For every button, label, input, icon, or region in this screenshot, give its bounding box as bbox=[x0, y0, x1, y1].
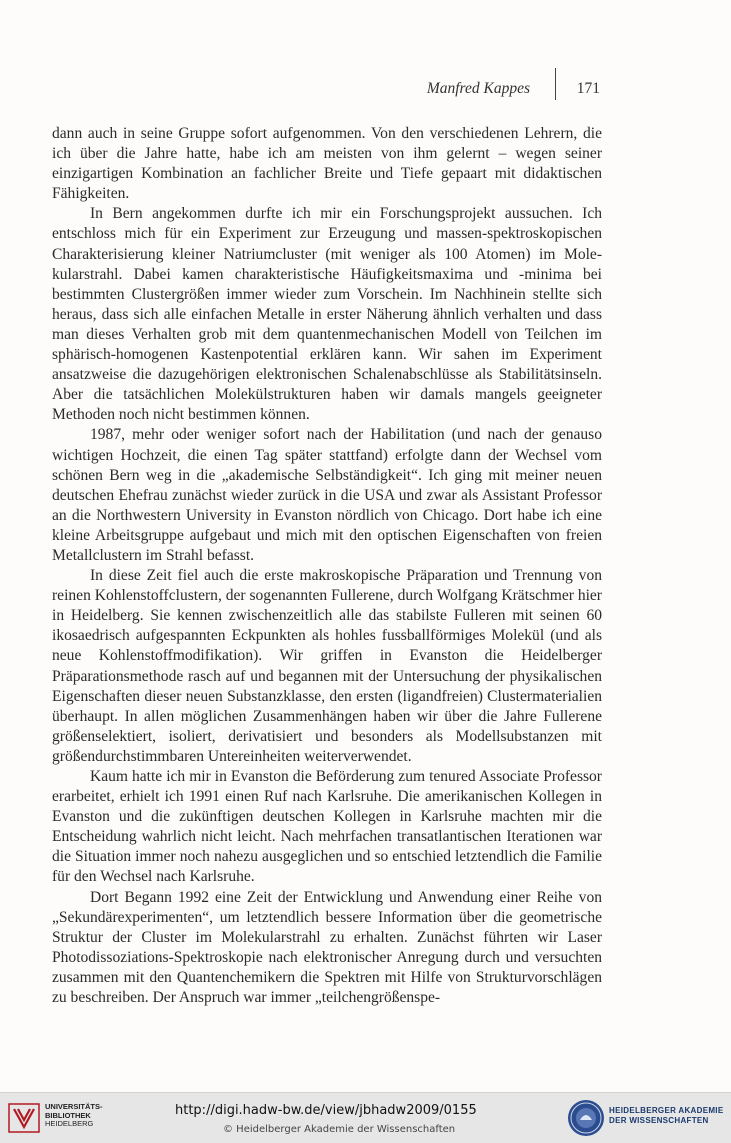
paragraph-5: Kaum hatte ich mir in Evanston die Beförderung zum tenured Associate Professor erarbeitet, erhielt ich 1991 einen Ruf nach Karlsruhe. Die amerikanischen Kollegen in Evanston und die zukünftigen deutschen Kollegen in Karlsruhe machten mir die Entscheidung wahrlich nicht leicht. Nach mehrfachen transatlantischen Iterationen war die Situation immer noch nahezu ausgeglichen und so entschied letztendlich die Familie für den Wechsel nach Karlsruhe. bbox=[52, 768, 602, 886]
viewer-footer bbox=[0, 1092, 731, 1143]
page-number: 171 bbox=[576, 80, 600, 97]
academy-line-2: DER WISSENSCHAFTEN bbox=[609, 1116, 709, 1125]
body-text bbox=[52, 124, 602, 1008]
university-library-logo-icon[interactable] bbox=[8, 1101, 40, 1135]
library-line-1: UNIVERSITÄTS- bbox=[45, 1102, 103, 1111]
copyright-notice: © Heidelberger Akademie der Wissenschaften bbox=[223, 1124, 456, 1135]
academy-line-1: HEIDELBERGER AKADEMIE bbox=[609, 1106, 724, 1115]
library-line-2: BIBLIOTHEK bbox=[45, 1110, 91, 1120]
paragraph-2: In Bern angekommen durfte ich mir ein Forschungsprojekt aussuchen. Ich entschloss mich für ein Experiment zur Erzeugung und massen-spektroskopischen Charakterisierung kleiner Natriumcluster (mit weniger als 100 Atomen) im Molekularstrahl. Dabei kamen charakteristische Häufigkeitsmaxima und -minima bei bestimmten Clustergrößen immer wieder zum Vorschein. Im Nachhinein stellte sich heraus, dass sich alle einfachen Metalle in erster Näherung ähnlich verhalten und dass man dieses Verhalten grob mit dem quantenmechanischen Modell von Teilchen im sphärisch-homogenen Kastenpotential erklären kann. Wir sahen im Experiment ansatzweise die dazugehörigen elektronischen Schalenabschlüsse als Stabilitätsinseln. Aber die tatsächlichen Molekülstrukturen haben wir damals mangels geeigneter Methoden noch nicht bestimmen können. bbox=[52, 205, 602, 424]
academy-seal-icon[interactable] bbox=[566, 1098, 606, 1138]
paragraph-3: 1987, mehr oder weniger sofort nach der Habilitation (und nach der genauso wichtigen Hochzeit, die einen Tag später stattfand) erfolgte dann der Wechsel vom schönen Bern weg in die „akademische Selbständigkeit“. Ich ging mit meiner neuen deutschen Ehefrau zunächst wieder zurück in die USA und zwar als Assistant Professor an die Northwestern University in Evanston nördlich von Chicago. Dort habe ich eine kleine Arbeitsgruppe aufgebaut und mich mit den optischen Eigenschaften von freien Metallclustern im Strahl befasst. bbox=[52, 426, 602, 564]
library-line-3: HEIDELBERG bbox=[45, 1119, 94, 1128]
running-head bbox=[380, 76, 602, 102]
paragraph-1: dann auch in seine Gruppe sofort aufgenommen. Von den verschiedenen Lehrern, die ich über die Jahre hatte, habe ich am meisten von ihm gelernt – wegen seiner einzigartigen Kombination an fachlicher Breite und Tiefe gepaart mit didaktischen Fähigkeiten. bbox=[52, 125, 602, 203]
university-library-name[interactable] bbox=[45, 1103, 103, 1129]
running-head-author: Manfred Kappes bbox=[426, 80, 530, 97]
paragraph-6: Dort Begann 1992 eine Zeit der Entwicklung und Anwendung einer Reihe von „Sekundärexperimenten“, um letztendlich bessere Information über die geometrische Struktur der Cluster im Molekularstrahl zu erhalten. Zunächst führten wir Laser Photodissoziations-Spektroskopie nach elektronischer Anregung durch und versuchten zusammen mit den Quantenchemikern die Spektren mit Hilfe von Strukturvorschlägen zu beschreiben. Der Anspruch war immer „teilchengrößenspe- bbox=[52, 888, 602, 1007]
academy-name[interactable] bbox=[609, 1106, 723, 1126]
paragraph-4: In diese Zeit fiel auch die erste makroskopische Präparation und Trennung von reinen Kohlenstoffclustern, der sogenannten Fullerene, durch Wolfgang Krätschmer hier in Heidelberg. Sie kennen zwischenzeitlich alle das stabilste Fulleren mit seinen 60 ikosaedrisch aufgespannten Eckpunkten als hohles fussballförmiges Molekül (und als neue Kohlenstoffmodifikation). Wir griffen in Evanston die Heidelberger Präparationsmethode rasch auf und begannen mit der Untersuchung der physikalischen Eigenschaften dieser neuen Substanzklasse, den ersten (ligandfreien) Clustermaterialien überhaupt. In allen möglichen Zusammenhängen haben wir über die Jahre Fullerene größenselektiert, isoliert, derivatisiert und besonders als Modellsubstanzen mit größendurchstimmbaren Untereinheiten weiterverwendet. bbox=[52, 567, 602, 765]
running-head-separator bbox=[555, 68, 556, 100]
permalink-url[interactable]: http://digi.hadw-bw.de/view/jbhadw2009/0155 bbox=[175, 1103, 477, 1118]
